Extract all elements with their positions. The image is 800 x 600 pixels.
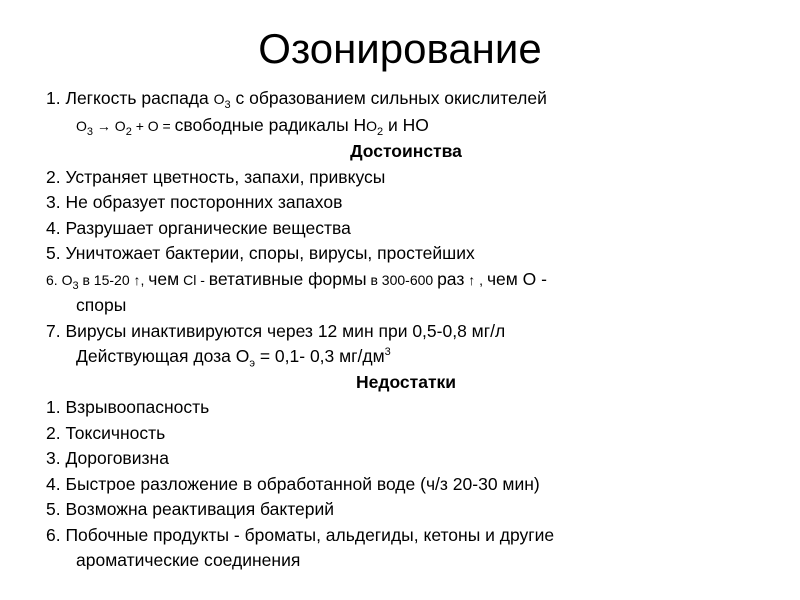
text: свободные радикалы H <box>174 114 367 135</box>
dis-item-6-cont: ароматические соединения <box>76 550 301 570</box>
formula: ↑ , <box>464 271 487 288</box>
dis-item-1: 1. Взрывоопасность <box>46 397 210 417</box>
text: Действующая доза O <box>76 346 250 366</box>
list-item-1 <box>46 86 766 113</box>
list-item-7-dose <box>46 344 766 370</box>
list-item-3: 3. Не образует посторонних запахов <box>46 192 343 212</box>
dis-item-4: 4. Быстрое разложение в обработанной воде (ч/з 20-30 мин) <box>46 473 540 494</box>
formula: в 300-600 <box>366 271 438 288</box>
text: с образованием сильных окислителей <box>230 88 547 108</box>
list-item-4: 4. Разрушает органические вещества <box>46 217 351 238</box>
disadvantages-heading: Недостатки <box>355 371 457 392</box>
advantages-heading: Достоинства <box>350 141 462 161</box>
subscript: 3 <box>86 125 94 138</box>
formula: → O <box>93 117 126 134</box>
formula: O <box>366 117 378 134</box>
formula: 6. O <box>46 271 73 288</box>
list-item-5: 5. Уничтожает бактерии, споры, вирусы, простейших <box>46 243 475 263</box>
text: чем O - <box>486 268 547 289</box>
text: 1. Легкость распада <box>46 88 214 108</box>
list-item-1-formula <box>46 113 766 140</box>
subscript: э <box>249 357 255 370</box>
dis-item-6: 6. Побочные продукты - броматы, альдегиды, кетоны и другие <box>46 524 555 545</box>
subscript: 2 <box>377 125 384 138</box>
list-item-7: 7. Вирусы инактивируются через 12 мин при 0,5-0,8 мг/л <box>46 320 506 341</box>
formula: O <box>76 117 87 134</box>
subscript: 3 <box>224 98 231 111</box>
text: = 0,1- 0,3 мг/дм <box>254 346 385 366</box>
formula: в 15-20 ↑, <box>78 271 149 288</box>
formula: O <box>213 91 225 107</box>
subscript: 3 <box>72 279 79 292</box>
text: ветативные формы <box>208 268 367 289</box>
slide-body <box>46 86 766 574</box>
text: чем <box>148 268 180 289</box>
formula: Cl - <box>179 271 209 288</box>
dis-item-3: 3. Дороговизна <box>46 448 169 468</box>
text: раз <box>437 268 465 289</box>
formula: + O = <box>131 117 175 134</box>
subscript: 2 <box>125 125 132 138</box>
dis-item-5: 5. Возможна реактивация бактерий <box>46 499 335 519</box>
superscript: 3 <box>384 346 391 359</box>
dis-item-2: 2. Токсичность <box>46 422 166 443</box>
list-item-2: 2. Устраняет цветность, запахи, привкусы <box>46 166 386 187</box>
list-item-6-cont: споры <box>76 295 127 315</box>
list-item-6 <box>46 267 766 294</box>
text: и HO <box>383 114 429 135</box>
slide-title: Озонирование <box>258 25 542 72</box>
